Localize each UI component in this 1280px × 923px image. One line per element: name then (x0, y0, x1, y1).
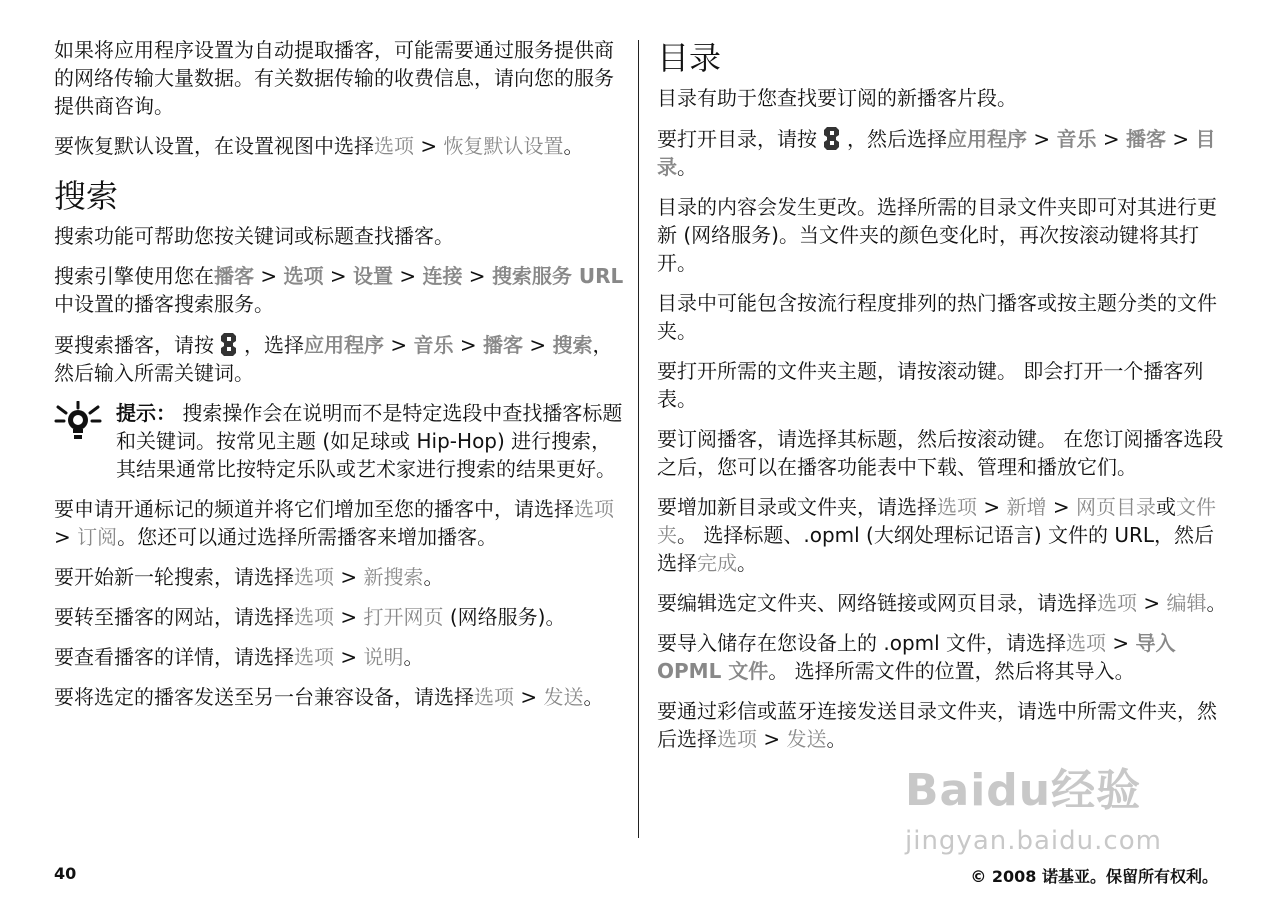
paragraph-open-website: 要转至播客的网站，请选择选项 > 打开网页 (网络服务)。 (54, 605, 566, 629)
paragraph-search-engine: 搜索引擎使用您在播客 > 选项 > 设置 > 连接 > 搜索服务 URL 中设置的播客搜索服务。 (54, 264, 624, 316)
right-column (657, 36, 1227, 765)
tip-text: 搜索操作会在说明而不是特定选段中查找播客标题和关键词。按常见主题 (如足球或 Hip-Hop) 进行搜索，其结果通常比按特定乐队或艺术家进行搜索的结果更好。 (116, 401, 623, 481)
tip-bulb-icon (54, 401, 102, 441)
paragraph-auto-fetch: 如果将应用程序设置为自动提取播客，可能需要通过服务提供商的网络传输大量数据。有关数据传输的收费信息，请向您的服务提供商咨询。 (54, 38, 614, 118)
paragraph-open-directory: 要打开目录，请按 ，然后选择应用程序 > 音乐 > 播客 > 目录。 (657, 124, 1227, 181)
paragraph-send-podcast: 要将选定的播客发送至另一台兼容设备，请选择选项 > 发送。 (54, 685, 604, 709)
watermark-url: jingyan.baidu.com (905, 826, 1162, 856)
paragraph-directory-intro: 目录有助于您查找要订阅的新播客片段。 (657, 86, 1017, 110)
left-column (54, 36, 624, 723)
baidu-watermark (905, 765, 1205, 875)
paragraph-send-folder: 要通过彩信或蓝牙连接发送目录文件夹，请选中所需文件夹，然后选择选项 > 发送。 (657, 699, 1217, 751)
paragraph-view-details: 要查看播客的详情，请选择选项 > 说明。 (54, 645, 424, 669)
page-number: 40 (54, 864, 77, 883)
paragraph-subscribe-podcast: 要订阅播客，请选择其标题，然后按滚动键。 在您订阅播客选段之后，您可以在播客功能表中下载、管理和播放它们。 (657, 427, 1224, 479)
paragraph-restore-defaults: 要恢复默认设置，在设置视图中选择选项 > 恢复默认设置。 (54, 134, 584, 158)
watermark-logo: Baidu经验 (905, 765, 1142, 816)
menu-key-icon (821, 124, 843, 152)
tip-box (54, 399, 624, 483)
paragraph-import-opml: 要导入储存在您设备上的 .opml 文件，请选择选项 > 导入 OPML 文件。 选择所需文件的位置，然后将其导入。 (657, 631, 1176, 683)
tip-label: 提示： (116, 401, 176, 425)
paragraph-search-podcasts: 要搜索播客，请按 ，选择应用程序 > 音乐 > 播客 > 搜索，然后输入所需关键词。 (54, 330, 624, 387)
copyright-notice: © 2008 诺基亚。保留所有权利。 (970, 867, 1218, 886)
paragraph-add-directory: 要增加新目录或文件夹，请选择选项 > 新增 > 网页目录或文件夹。 选择标题、.opml (大纲处理标记语言) 文件的 URL，然后选择完成。 (657, 495, 1216, 575)
paragraph-directory-popular: 目录中可能包含按流行程度排列的热门播客或按主题分类的文件夹。 (657, 291, 1217, 343)
directory-heading: 目录 (657, 39, 722, 77)
paragraph-directory-content: 目录的内容会发生更改。选择所需的目录文件夹即可对其进行更新 (网络服务)。当文件夹的颜色变化时，再次按滚动键将其打开。 (657, 195, 1217, 275)
menu-key-icon (218, 330, 240, 358)
search-heading: 搜索 (54, 177, 119, 215)
paragraph-open-folder: 要打开所需的文件夹主题，请按滚动键。 即会打开一个播客列表。 (657, 359, 1204, 411)
paragraph-subscribe-channels: 要申请开通标记的频道并将它们增加至您的播客中，请选择选项 > 订阅。您还可以通过选择所需播客来增加播客。 (54, 497, 614, 549)
paragraph-edit-folder: 要编辑选定文件夹、网络链接或网页目录，请选择选项 > 编辑。 (657, 591, 1227, 615)
paragraph-new-search: 要开始新一轮搜索，请选择选项 > 新搜索。 (54, 565, 444, 589)
column-divider (638, 40, 639, 838)
paragraph-search-intro: 搜索功能可帮助您按关键词或标题查找播客。 (54, 224, 454, 248)
